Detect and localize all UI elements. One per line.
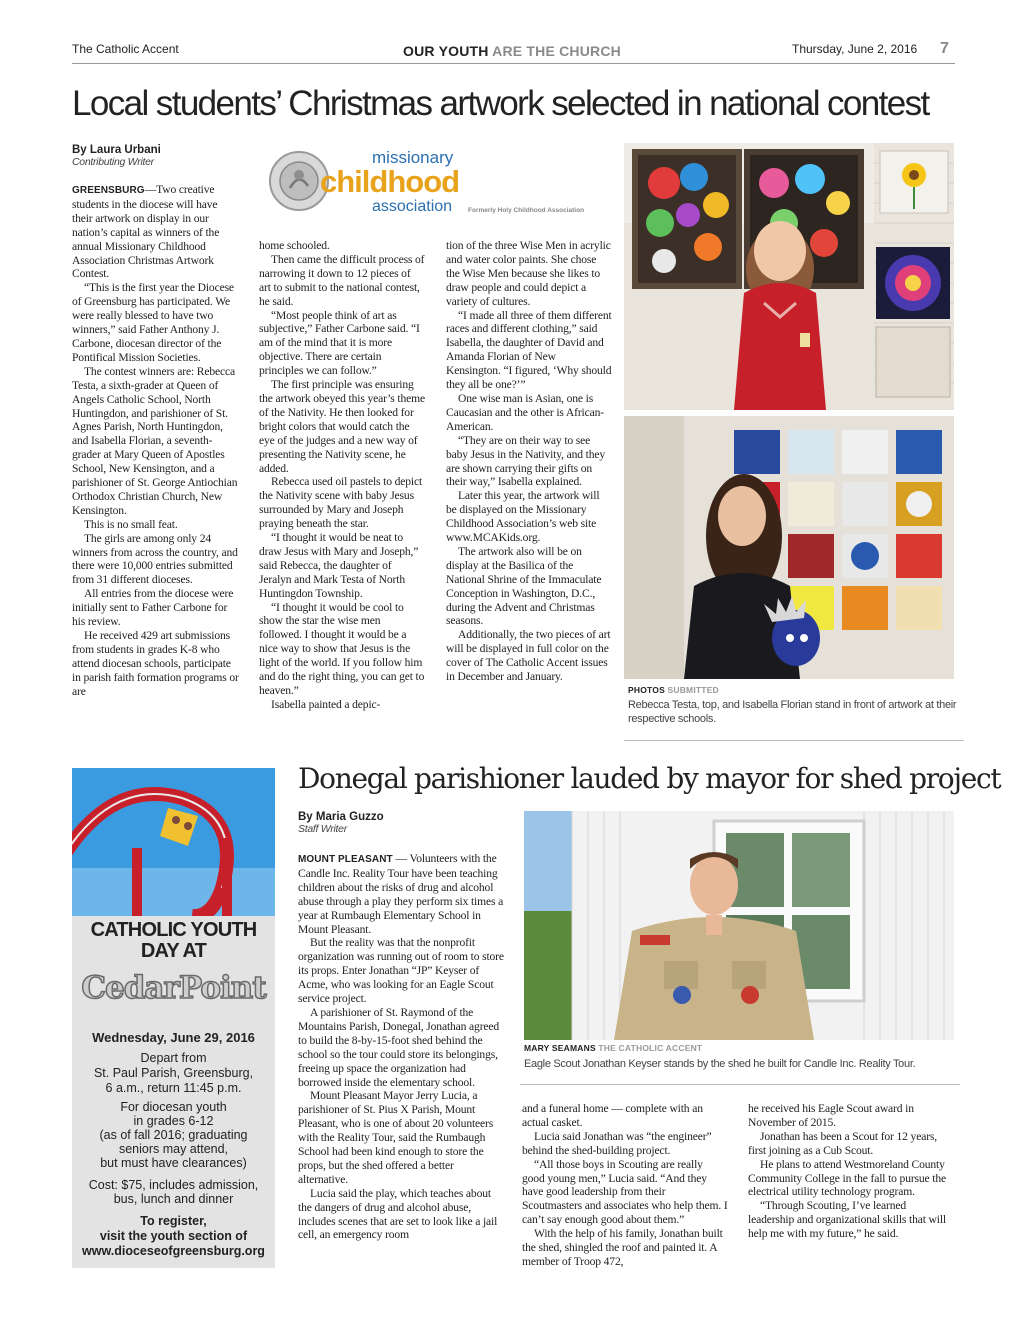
- paragraph: Isabella painted a depic-: [271, 697, 381, 711]
- story2-column3: [748, 1102, 954, 1241]
- story1-photo-credit: PHOTOS SUBMITTED: [628, 685, 719, 695]
- paragraph: Then came the difficult process of narrowing it down to 12 pieces of art to submit to the national contest, he said.: [259, 252, 425, 308]
- paragraph: Lucia said the play, which teaches about the dangers of drug and alcohol abuse, includes scenes that are set to look like a jail cell, an emergency room: [298, 1186, 498, 1242]
- mca-logo-line3: association: [372, 198, 453, 215]
- photo-isabella-art: [624, 416, 954, 679]
- promo-depart: Depart from St. Paul Parish, Greensburg, 6 a.m., return 11:45 p.m.: [93, 1051, 254, 1095]
- story1-column3: [446, 239, 612, 684]
- paragraph: “They are on their way to see baby Jesus in the Nativity, and they are shown carrying their gifts on their way,” Isabella explained.: [446, 433, 606, 489]
- paragraph: “All those boys in Scouting are really good young men,” Lucia said. “And they have good leadership from their Scoutmasters and associates who help them. I can’t say enough good about them.”: [522, 1157, 728, 1227]
- story1-byline-block: [72, 144, 252, 168]
- mca-logo-line1: missionary: [372, 148, 454, 167]
- story2-column1: [298, 852, 504, 1242]
- cedar-point-logo: CedarPoint: [81, 970, 266, 1006]
- paragraph: “I made all three of them different races and different clothing,” said Isabella, the daughter of David and Amanda Florian of New Kensington. “I figured, ‘Why should they all be one?’”: [446, 308, 612, 392]
- header-rule: [72, 63, 955, 64]
- paragraph: This is no small feat.: [84, 517, 178, 531]
- story2-photo-caption: Eagle Scout Jonathan Keyser stands by the shed he built for Candle Inc. Reality Tour.: [524, 1058, 916, 1070]
- story1-byline: By Laura Urbani: [72, 144, 161, 156]
- paragraph: The first principle was ensuring the artwork obeyed this year’s theme of the Nativity. He then looked for bright colors that would catch the eye of the judges and a new way of presenting the Nativity scene, he added.: [259, 378, 425, 475]
- paragraph: But the reality was that the nonprofit organization was running out of room to store its props. Enter Jonathan “JP” Keyser of Acme, who was looking for an Eagle Scout service project.: [298, 936, 504, 1006]
- mca-logo-tagline: Formerly Holy Childhood Association: [468, 207, 585, 214]
- paragraph: Jonathan has been a Scout for 12 years, first joining as a Cub Scout.: [748, 1129, 938, 1157]
- publication-name: The Catholic Accent: [72, 42, 179, 56]
- paragraph: tion of the three Wise Men in acrylic and water color paints. She chose the Wise Men because she likes to draw people and could depict a variety of cultures.: [446, 239, 611, 308]
- promo-register: To register, visit the youth section of www.dioceseofgreensburg.org: [72, 1214, 275, 1259]
- paragraph: “I thought it would be neat to draw Jesus with Mary and Joseph,” said Rebecca, the daughter of Jeralyn and Mark Testa of North Huntingdon Township.: [259, 531, 419, 600]
- photo-isabella-florian: [624, 416, 954, 679]
- story1-dateline: GREENSBURG: [72, 185, 145, 196]
- paragraph: Additionally, the two pieces of art will be displayed in full color on the cover of The Catholic Accent issues in December and January.: [446, 628, 611, 684]
- paragraph: Mount Pleasant Mayor Jerry Lucia, a parishioner of St. Pius X Parish, Mount Pleasant, who is one of about 20 volunteers with the Reality Tour, said the Rumbaugh School had been kind enough to store the props, but the shed offered a better alternative.: [298, 1089, 494, 1186]
- kicker-part2: ARE THE CHURCH: [492, 43, 621, 59]
- paragraph: and a funeral home — complete with an actual casket.: [522, 1102, 703, 1129]
- rollercoaster-photo: [72, 768, 275, 916]
- paragraph: he received his Eagle Scout award in November of 2015.: [748, 1102, 914, 1129]
- paragraph: A parishioner of St. Raymond of the Mountains Parish, Donegal, Jonathan agreed to build the 8-by-15-foot shed behind the school so the tour could store its belongings, freeing up space the organization had borrowed inside the elementary school.: [298, 1005, 500, 1089]
- paragraph: Later this year, the artwork will be displayed on the Missionary Childhood Association’s web site www.MCAKids.org.: [446, 489, 600, 545]
- paragraph: Rebecca used oil pastels to depict the Nativity scene with baby Jesus surrounded by Mary and Joseph praying beneath the star.: [259, 475, 423, 531]
- story1-caption-block: [628, 685, 958, 726]
- story2-photo-credit: MARY SEAMANS THE CATHOLIC ACCENT: [524, 1043, 703, 1053]
- paragraph: “This is the first year the Diocese of Greensburg has participated. We were really blessed to have two winners,” said Father Anthony J. Carbone, diocesan director of the Pontifical Mission Societies.: [72, 281, 234, 364]
- story1-headline: Local students’ Christmas artwork selected in national contest: [72, 84, 929, 123]
- promo-cost: Cost: $75, includes admission, bus, lunch and dinner: [88, 1178, 259, 1206]
- promo-eligibility: For diocesan youth in grades 6-12 (as of fall 2016; graduating seniors may attend, but must have clearances): [99, 1100, 248, 1170]
- page-number: 7: [940, 40, 949, 57]
- promo-website: www.dioceseofgreensburg.org: [82, 1244, 265, 1258]
- paragraph: With the help of his family, Jonathan built the shed, shingled the roof and painted it. A member of Troop 472,: [522, 1227, 723, 1268]
- caption-divider: [520, 1084, 960, 1085]
- paragraph: “Most people think of art as subjective,” Father Carbone said. “I am of the mind that it is more objective. There are certain principles we can follow.”: [259, 308, 420, 378]
- story2-caption-block: [524, 1043, 954, 1072]
- photo-shed-scout: [524, 811, 954, 1040]
- story1-column1: [72, 183, 240, 699]
- cedar-point-promo: [72, 768, 275, 1268]
- paragraph: One wise man is Asian, one is Caucasian and the other is African-American.: [446, 391, 604, 433]
- paragraph: “I thought it would be cool to show the star the wise men followed. I thought it would be a nice way to show that Jesus is the light of the world. If you follow him and do the right thing, you can get to heaven.”: [259, 600, 425, 697]
- paragraph: “Through Scouting, I’ve learned leadership and organizational skills that will help me with my future,” he said.: [748, 1199, 946, 1241]
- promo-title: CATHOLIC YOUTH DAY AT: [90, 919, 257, 962]
- story2-column2: [522, 1102, 728, 1269]
- story1-byline-role: Contributing Writer: [72, 156, 154, 168]
- story2-col1-lead: MOUNT PLEASANT — Volunteers with the Candle Inc. Reality Tour have been teaching children about the risks of drug and alcohol abuse through a play they perform six times a year at Rumbaugh Elementary School in Mount Pleasant.: [298, 852, 504, 936]
- promo-date: Wednesday, June 29, 2016: [92, 1030, 255, 1045]
- paragraph: The artwork also will be on display at the Basilica of the National Shrine of the Immaculate Conception in Washington, D.C., during the Advent and Christmas seasons.: [446, 544, 602, 628]
- story1-col1-lead: GREENSBURG—Two creative students in the diocese will have their artwork on display in our nation’s capital as winners of the annual Missionary Childhood Association Christmas Artwork Contest.: [72, 183, 220, 281]
- story1-column2: [259, 239, 425, 712]
- paragraph: He plans to attend Westmoreland County Community College in the fall to pursue the electrical utility technology program.: [748, 1157, 947, 1199]
- photo-rebecca-testa: [624, 143, 954, 410]
- mca-logo-line2: childhood: [320, 164, 460, 199]
- paragraph: Lucia said Jonathan was “the engineer” behind the shed-building project.: [522, 1129, 712, 1157]
- paragraph: All entries from the diocese were initially sent to Father Carbone for his review.: [72, 587, 234, 629]
- photo-rebecca-art: [624, 143, 954, 410]
- paragraph: The girls are among only 24 winners from across the country, and there were 10,000 entries submitted from 31 different dioceses.: [72, 531, 238, 587]
- kicker-part1: OUR YOUTH: [403, 43, 489, 59]
- paragraph: The contest winners are: Rebecca Testa, a sixth-grader at Queen of Angels Catholic School, North Huntingdon, and parishioner of St. Agnes Parish, North Huntingdon, and Isabella Florian, a seventh-grader at Mary Queen of Apostles School, New Kensington, and a parishioner of St. George Antiochian Orthodox Christian Church, New Kensington.: [72, 364, 238, 517]
- story2-byline-role: Staff Writer: [298, 823, 347, 835]
- story1-photo-caption: Rebecca Testa, top, and Isabella Florian stand in front of artwork at their respective schools.: [628, 699, 957, 725]
- story2-dateline: MOUNT PLEASANT: [298, 854, 393, 865]
- paragraph: home schooled.: [259, 239, 330, 252]
- mca-logo: [268, 148, 608, 220]
- caption-divider: [624, 740, 964, 741]
- story2-byline-block: [298, 811, 478, 835]
- story2-byline: By Maria Guzzo: [298, 811, 384, 823]
- issue-date: Thursday, June 2, 2016: [792, 42, 918, 56]
- photo-jonathan-keyser: [524, 811, 954, 1040]
- story2-headline: Donegal parishioner lauded by mayor for shed project: [298, 762, 1001, 795]
- paragraph: He received 429 art submissions from students in grades K-8 who attend diocesan schools, participate in parish faith formation programs or are: [72, 629, 239, 698]
